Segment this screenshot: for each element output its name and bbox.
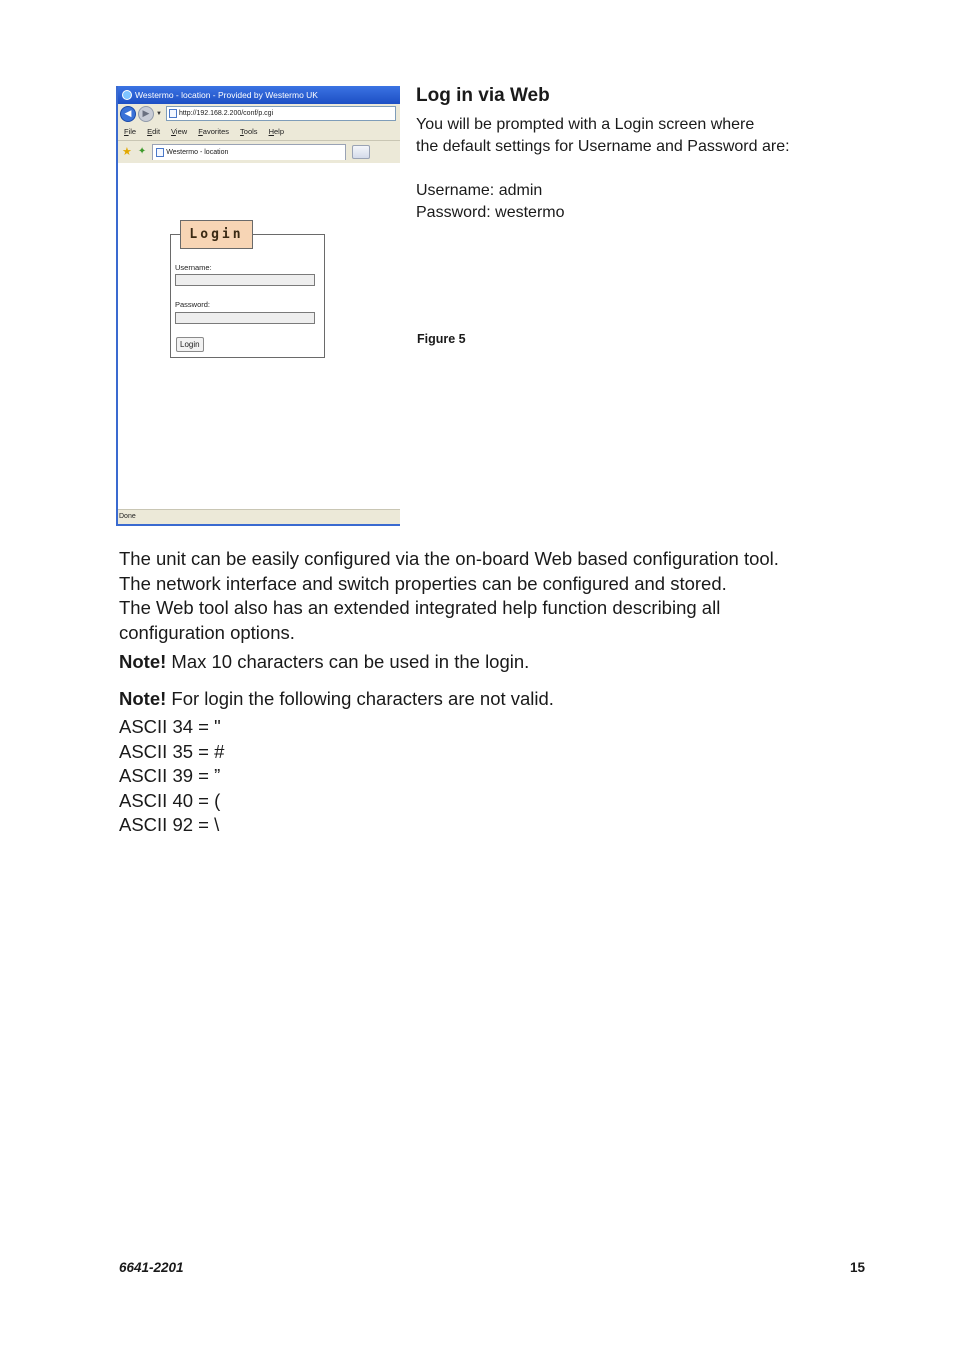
password-default: Password: westermo [416, 204, 565, 221]
tab-westermo-location[interactable] [152, 144, 346, 160]
new-tab-button[interactable] [352, 145, 370, 159]
body-line-1: The unit can be easily configured via the on-board Web based configuration tool. [119, 548, 779, 569]
menu-edit[interactable]: Edit [147, 127, 161, 136]
note-invalid-characters [119, 687, 839, 712]
login-button[interactable]: Login [176, 337, 204, 352]
password-label: Password: [175, 300, 211, 309]
body-text [119, 547, 839, 838]
menu-bar [118, 123, 400, 141]
browser-screenshot [116, 86, 400, 526]
page-number: 15 [849, 1260, 865, 1275]
figure-caption: Figure 5 [417, 332, 466, 346]
menu-help[interactable]: Help [268, 127, 284, 136]
menu-file[interactable]: File [124, 127, 137, 136]
page-icon [169, 109, 177, 118]
username-default: Username: admin [416, 182, 543, 199]
menu-tools[interactable]: Tools [240, 127, 258, 136]
favorites-star-icon[interactable]: ★ [122, 145, 132, 158]
back-arrow-icon[interactable]: ◀ [120, 106, 136, 122]
body-line-2: The network interface and switch properties can be configured and stored. [119, 572, 727, 594]
intro-line-1: You will be prompted with a Login screen where [416, 116, 755, 133]
page-content [118, 163, 400, 510]
internet-explorer-icon [122, 90, 132, 100]
menu-view[interactable]: View [171, 127, 188, 136]
chevron-down-icon[interactable]: ▼ [156, 110, 162, 117]
ascii-item: ASCII 39 = ” [119, 765, 221, 786]
ascii-item: ASCII 40 = ( [119, 789, 221, 811]
login-instructions [416, 84, 836, 224]
menu-favorites[interactable]: Favorites [198, 127, 230, 136]
document-number: 6641-2201 [119, 1260, 184, 1275]
browser-titlebar [118, 86, 400, 104]
login-legend: Login [180, 220, 253, 249]
login-form [170, 227, 325, 358]
url-input[interactable] [166, 106, 396, 121]
note-label: Note! [119, 687, 167, 709]
ascii-list [119, 715, 839, 838]
note-1-text: Max 10 characters can be used in the login. [166, 651, 530, 672]
ascii-item: ASCII 92 = \ [119, 814, 220, 835]
tab-label: Westermo - location [166, 148, 229, 156]
username-input[interactable] [175, 274, 315, 286]
browser-title: Westermo - location - Provided by Westermo UK [135, 90, 318, 100]
ascii-item: ASCII 34 = " [119, 716, 221, 737]
tab-bar [118, 141, 400, 164]
password-input[interactable] [175, 312, 315, 324]
ascii-item: ASCII 35 = # [119, 740, 225, 762]
address-bar [118, 104, 400, 123]
page-icon [156, 148, 164, 157]
forward-arrow-icon[interactable]: ▶ [138, 106, 154, 122]
section-heading: Log in via Web [416, 85, 550, 106]
add-favorite-icon[interactable]: ✦ [137, 146, 147, 157]
intro-line-2: the default settings for Username and Password are: [416, 138, 790, 155]
username-label: Username: [175, 263, 212, 272]
url-text: http://192.168.2.200/conf/p.cgi [178, 110, 274, 117]
note-max-characters [119, 650, 839, 675]
status-bar: Done [118, 509, 400, 524]
note-label: Note! [119, 651, 167, 672]
body-line-3: The Web tool also has an extended integrated help function describing all [119, 597, 721, 618]
note-2-text: For login the following characters are not valid. [166, 687, 554, 709]
body-line-4: configuration options. [119, 621, 295, 643]
